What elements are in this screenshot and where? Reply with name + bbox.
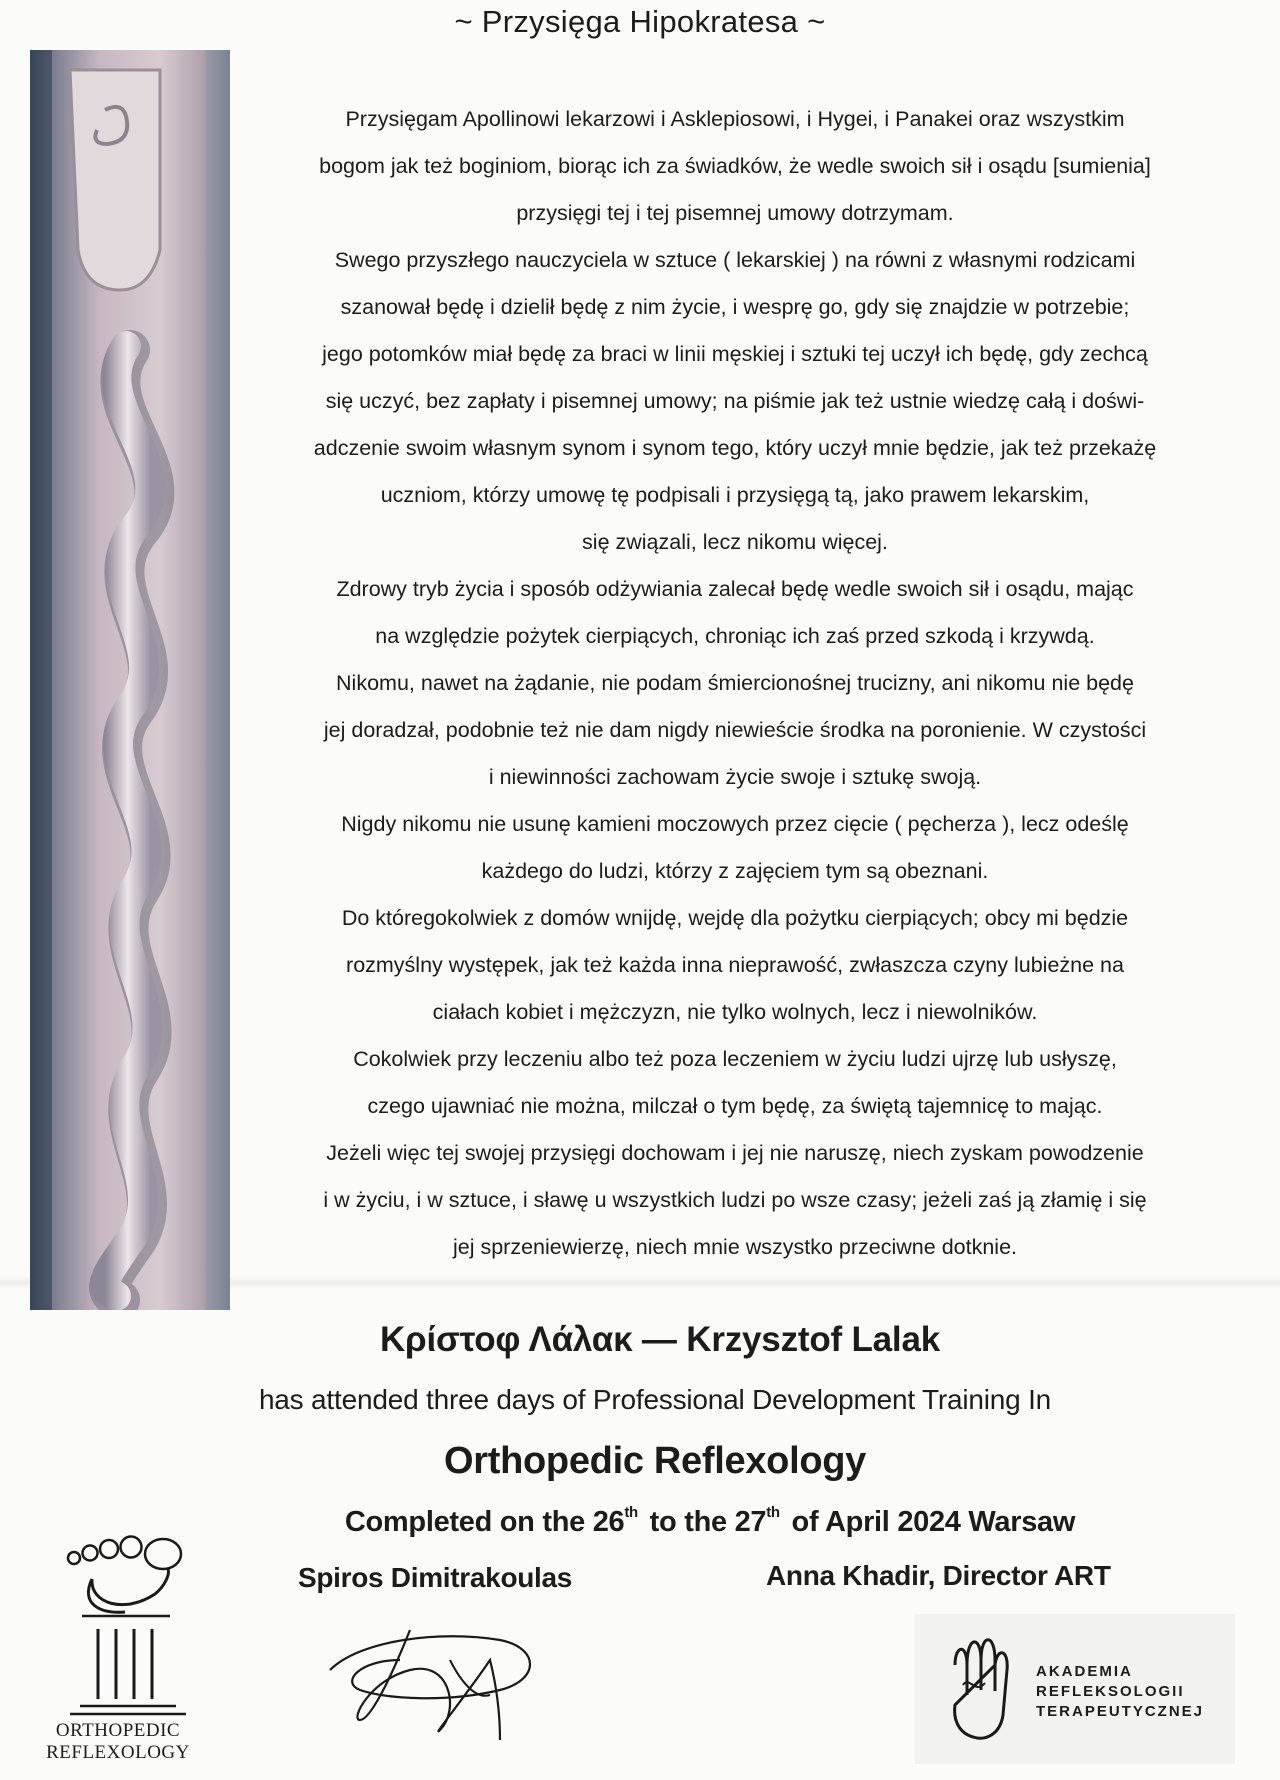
course-title: Orthopedic Reflexology bbox=[443, 1440, 866, 1482]
completion-prefix: Completed on the 26 bbox=[344, 1506, 625, 1538]
logo-right-line: REFLEKSOLOGII bbox=[1036, 1683, 1185, 1700]
oath-line: Zdrowy tryb życia i sposób odżywiania zalecał będę wedle swoich sił i osądu, mając bbox=[336, 577, 1134, 601]
ordinal-suffix: th bbox=[624, 1504, 638, 1521]
oath-line: rozmyślny występek, jak też każda inna nieprawość, zwłaszcza czyny lubieżne na bbox=[346, 953, 1124, 977]
oath-line: przysięgi tej i tej pisemnej umowy dotrzymam. bbox=[516, 201, 954, 225]
oath-line: Jeżeli więc tej swojej przysięgi dochowam i jej nie naruszę, niech zyskam powodzenie bbox=[326, 1141, 1144, 1165]
oath-line: Do któregokolwiek z domów wnijdę, wejdę dla pożytku cierpiących; obcy mi będzie bbox=[341, 906, 1129, 930]
oath-line: jej doradzał, podobnie też nie dam nigdy niewieście środka na poronienie. W czystości bbox=[323, 718, 1147, 742]
logo-left-line: ORTHOPEDIC bbox=[55, 1720, 181, 1741]
oath-line: ciałach kobiet i mężczyzn, nie tylko wolnych, lecz i niewolników. bbox=[432, 1000, 1038, 1024]
orthopedic-reflexology-logo-text bbox=[18, 1720, 218, 1764]
oath-line: jego potomków miał będę za braci w linii męskiej i sztuki tej uczył ich będę, gdy zechcą bbox=[322, 342, 1148, 366]
serpent-pillar-image bbox=[30, 50, 230, 1310]
logo-right-line: AKADEMIA bbox=[1036, 1663, 1133, 1680]
oath-line: czego ujawniać nie można, milczał o tym będę, za świętą tajemnicę to mając. bbox=[367, 1094, 1103, 1118]
recipient-name: Κρίστοφ Λάλακ — Krzysztof Lalak bbox=[379, 1320, 940, 1359]
oath-line: Cokolwiek przy leczeniu albo też poza leczeniem w życiu ludzi ujrzę lub usłyszę, bbox=[353, 1047, 1117, 1071]
pillar-edge-shadow bbox=[30, 50, 52, 1310]
oath-line: i w życiu, i w sztuce, i sławę u wszystkich ludzi po wsze czasy; jeżeli zaś ją złamię i się bbox=[323, 1188, 1147, 1212]
oath-line: uczniom, którzy umowę tę podpisali i przysięgą tą, jako prawem lekarskim, bbox=[380, 483, 1090, 507]
oath-line: szanował będę i dzielił będę z nim życie, i wesprę go, gdy się znajdzie w potrzebie; bbox=[340, 295, 1130, 319]
oath-line: i niewinności zachowam życie swoje i sztukę swoją. bbox=[488, 765, 982, 789]
oath-line: Przysięgam Apollinowi lekarzowi i Asklepiosowi, i Hygei, i Panakei oraz wszystkim bbox=[345, 107, 1125, 131]
oath-text bbox=[245, 96, 1225, 1271]
oath-line: Swego przyszłego nauczyciela w sztuce ( lekarskiej ) na równi z własnymi rodzicami bbox=[334, 248, 1136, 272]
ordinal-suffix: th bbox=[766, 1504, 780, 1521]
signer-right-name: Anna Khadir, Director ART bbox=[766, 1560, 1111, 1591]
logo-left-line: REFLEXOLOGY bbox=[46, 1742, 190, 1763]
logo-right-line: TERAPEUTYCZNEJ bbox=[1036, 1703, 1205, 1720]
academy-logo-text bbox=[1036, 1662, 1204, 1722]
oath-line: każdego do ludzi, którzy z zajęciem tym są obeznani. bbox=[481, 859, 989, 883]
completion-middle: to the 27 bbox=[641, 1506, 767, 1538]
signer-left-name: Spiros Dimitrakoulas bbox=[298, 1562, 573, 1593]
oath-line: się związali, lecz nikomu więcej. bbox=[582, 530, 888, 554]
oath-line: na względzie pożytek cierpiących, chroniąc ich zaś przed szkodą i krzywdą. bbox=[375, 624, 1095, 648]
pillar-top-panel bbox=[70, 70, 160, 290]
oath-line: jej sprzeniewierzę, niech mnie wszystko przeciwne dotknie. bbox=[452, 1235, 1018, 1259]
oath-line: adczenie swoim własnym synom i synom tego, który uczył mnie będzie, jak też przekażę bbox=[313, 436, 1157, 460]
attendance-statement: has attended three days of Professional Development Training In bbox=[258, 1384, 1052, 1415]
academy-hand-logo-icon bbox=[945, 1625, 1015, 1745]
oath-title: ~ Przysięga Hipokratesa ~ bbox=[454, 4, 826, 39]
oath-line: się uczyć, bez zapłaty i pisemnej umowy; na piśmie jak też ustnie wiedzę całą i doświ- bbox=[325, 389, 1145, 413]
handwritten-signature bbox=[300, 1600, 560, 1750]
oath-line: Nikomu, nawet na żądanie, nie podam śmiercionośnej trucizny, ani nikomu nie będę bbox=[336, 671, 1134, 695]
completion-suffix: of April 2024 Warsaw bbox=[783, 1506, 1076, 1538]
oath-line: bogom jak też boginiom, biorąc ich za świadków, że wedle swoich sił i osądu [sumienia] bbox=[319, 154, 1151, 178]
pillar-edge-light bbox=[206, 50, 230, 1310]
oath-line: Nigdy nikomu nie usunę kamieni moczowych przez cięcie ( pęcherza ), lecz odeślę bbox=[341, 812, 1129, 836]
